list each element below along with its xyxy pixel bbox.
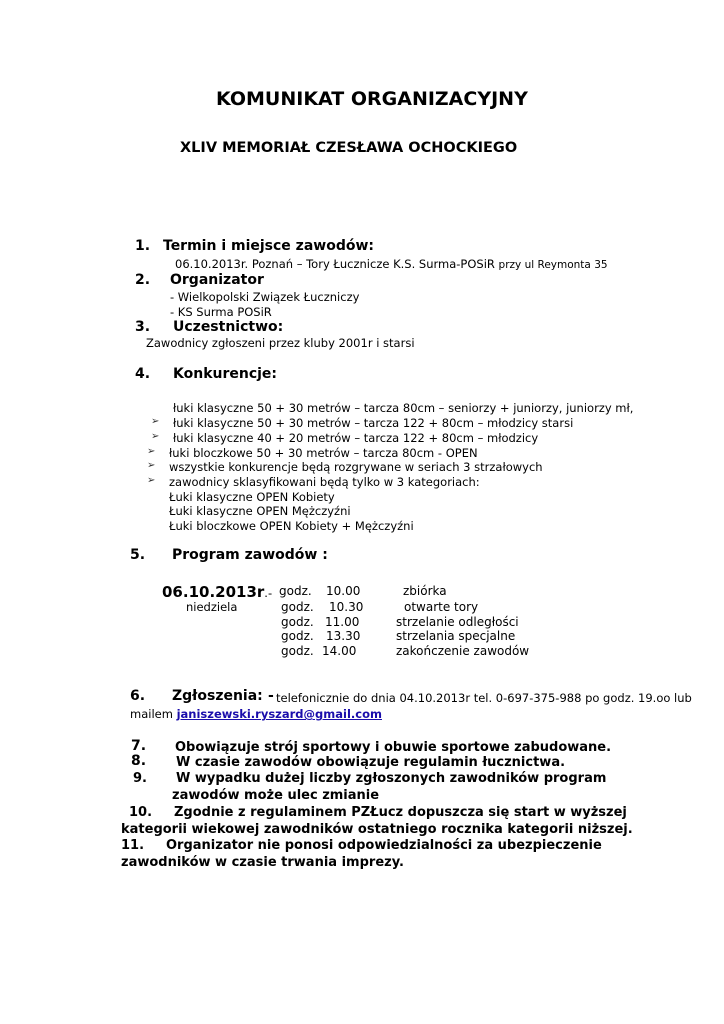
- competition-line: łuki klasyczne 50 + 30 metrów – tarcza 122 + 80cm – młodzicy starsi: [173, 416, 574, 430]
- bullet-icon: ➢: [147, 446, 156, 457]
- category-line: Łuki klasyczne OPEN Mężczyźni: [169, 504, 351, 518]
- section-6-dash: -: [268, 688, 274, 704]
- program-row-time: 11.00: [325, 615, 360, 629]
- competition-line: łuki bloczkowe 50 + 30 metrów – tarcza 80cm - OPEN: [169, 446, 478, 460]
- program-date-value: 06.10.2013r: [162, 583, 265, 601]
- point-text-continued: kategorii wiekowej zawodników ostatniego rocznika kategorii niższej.: [121, 822, 633, 837]
- page-subtitle: XLIV MEMORIAŁ CZESŁAWA OCHOCKIEGO: [180, 140, 518, 156]
- section-1-number: 1.: [135, 238, 151, 254]
- program-row-time: 13.30: [326, 629, 361, 643]
- section-1-address: przy ul Reymonta 35: [498, 259, 608, 271]
- organizer-item: - KS Surma POSiR: [170, 305, 272, 319]
- program-date: [162, 582, 272, 601]
- competition-line: wszystkie konkurencje będą rozgrywane w seriach 3 strzałowych: [169, 460, 543, 474]
- point-number: 7.: [131, 738, 147, 754]
- bullet-icon: ➢: [151, 416, 160, 427]
- point-text-continued: zawodów może ulec zmianie: [172, 788, 380, 803]
- program-date-suffix: .-: [264, 586, 273, 600]
- section-2-number: 2.: [135, 272, 151, 288]
- program-row-time: 14.00: [322, 644, 357, 658]
- section-4-number: 4.: [135, 366, 151, 382]
- program-day: niedziela: [186, 600, 238, 614]
- section-5-number: 5.: [130, 547, 146, 563]
- bullet-icon: ➢: [151, 431, 160, 442]
- section-3-number: 3.: [135, 319, 151, 335]
- section-4-heading: Konkurencje:: [173, 366, 278, 382]
- program-row-event: strzelania specjalne: [396, 629, 516, 643]
- program-row-label: godz.: [279, 584, 312, 598]
- point-number: 11.: [121, 838, 145, 853]
- category-line: Łuki bloczkowe OPEN Kobiety + Mężczyźni: [169, 519, 414, 533]
- program-row-event: strzelanie odległości: [396, 615, 519, 629]
- mail-prefix: mailem: [130, 707, 173, 721]
- competition-line: łuki klasyczne 50 + 30 metrów – tarcza 80cm – seniorzy + juniorzy, juniorzy mł,: [173, 401, 634, 415]
- section-1-heading: Termin i miejsce zawodów:: [163, 238, 374, 254]
- program-row-label: godz.: [281, 644, 314, 658]
- competition-line: łuki klasyczne 40 + 20 metrów – tarcza 122 + 80cm – młodzicy: [173, 431, 539, 445]
- bullet-icon: ➢: [147, 475, 156, 486]
- competition-line: zawodnicy sklasyfikowani będą tylko w 3 kategoriach:: [169, 475, 480, 489]
- registration-text: telefonicznie do dnia 04.10.2013r tel. 0-697-375-988 po godz. 19.oo lub: [276, 691, 692, 705]
- point-text: Zgodnie z regulaminem PZŁucz dopuszcza się start w wyższej: [174, 805, 627, 820]
- section-6-heading: Zgłoszenia:: [172, 688, 263, 704]
- point-text: Organizator nie ponosi odpowiedzialności za ubezpieczenie: [166, 838, 602, 853]
- section-2-heading: Organizator: [170, 272, 264, 288]
- section-5-heading: Program zawodów :: [172, 547, 328, 563]
- program-row-event: otwarte tory: [404, 600, 479, 614]
- point-text-continued: zawodników w czasie trwania imprezy.: [121, 855, 404, 870]
- program-row-label: godz.: [281, 629, 314, 643]
- category-line: Łuki klasyczne OPEN Kobiety: [169, 490, 335, 504]
- program-row-time: 10.30: [329, 600, 364, 614]
- point-text: Obowiązuje strój sportowy i obuwie sportowe zabudowane.: [175, 740, 612, 755]
- point-number: 9.: [133, 771, 147, 786]
- section-1-line: [175, 257, 608, 271]
- section-6-number: 6.: [130, 688, 146, 704]
- program-row-label: godz.: [281, 600, 314, 614]
- point-number: 8.: [131, 753, 147, 769]
- organizer-item: - Wielkopolski Związek Łuczniczy: [170, 290, 360, 304]
- point-number: 10.: [129, 805, 153, 820]
- section-3-heading: Uczestnictwo:: [173, 319, 284, 335]
- program-row-time: 10.00: [326, 584, 361, 598]
- email-link[interactable]: janiszewski.ryszard@gmail.com: [176, 707, 382, 721]
- program-row-event: zbiórka: [403, 584, 447, 598]
- section-1-text: 06.10.2013r. Poznań – Tory Łucznicze K.S. Surma-POSiR: [175, 257, 495, 271]
- point-text: W czasie zawodów obowiązuje regulamin łucznictwa.: [176, 755, 566, 770]
- program-row-event: zakończenie zawodów: [396, 644, 530, 658]
- page-title: KOMUNIKAT ORGANIZACYJNY: [216, 88, 528, 110]
- point-text: W wypadku dużej liczby zgłoszonych zawodników program: [176, 771, 607, 786]
- bullet-icon: ➢: [147, 460, 156, 471]
- program-row-label: godz.: [281, 615, 314, 629]
- section-3-text: Zawodnicy zgłoszeni przez kluby 2001r i starsi: [146, 336, 415, 350]
- registration-mail-line: [130, 707, 382, 721]
